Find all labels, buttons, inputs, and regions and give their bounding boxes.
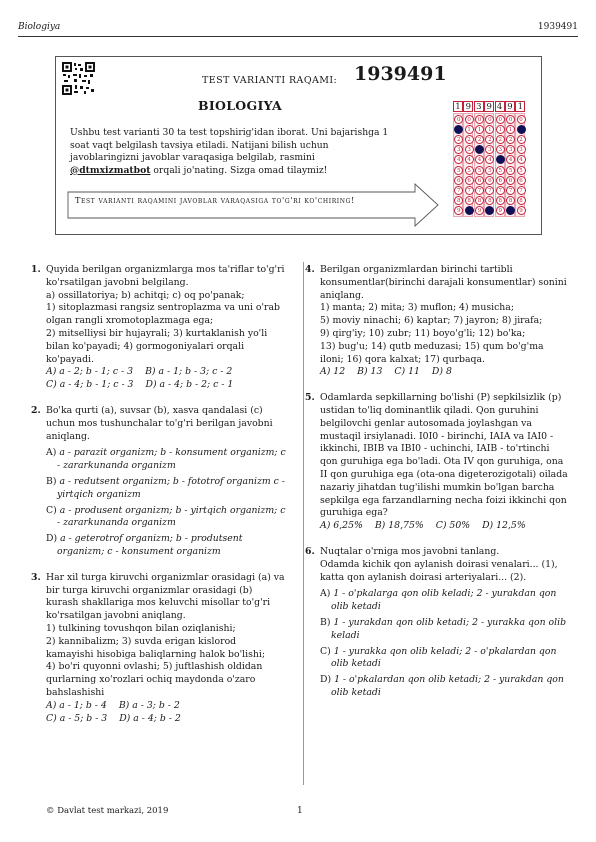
answer-option-d[interactable]: D) a - 4; b - 2 — [119, 712, 181, 724]
bubble-mark[interactable]: 0 — [506, 115, 515, 124]
question-number: 3. — [31, 571, 41, 583]
answer-option-a[interactable]: A) 12 — [320, 366, 346, 378]
bubble-mark[interactable]: 3 — [517, 145, 526, 154]
question-4 — [305, 264, 568, 379]
answer-options-row — [46, 713, 286, 726]
bubble-mark[interactable]: 7 — [485, 186, 494, 195]
option-text: 1 - o'pkalardan qon olib ketadi; 2 - yurakdan qon olib ketadi — [331, 674, 564, 698]
option-text: a - redutsent organizm; b - fototrof organizm c - yirtqich organizm — [57, 475, 285, 500]
right-column — [305, 264, 568, 713]
bubble-mark[interactable]: 9 — [506, 206, 515, 215]
question-number: 2. — [31, 404, 41, 416]
question-2 — [31, 404, 286, 559]
answer-option-a[interactable]: A) a - 1; b - 4 — [46, 699, 107, 711]
bubble-mark[interactable]: 3 — [506, 145, 515, 154]
answer-options-row — [46, 700, 286, 713]
column-divider — [303, 262, 304, 785]
option-letter: D) — [46, 533, 58, 545]
variant-label: TEST VARIANTI RAQAMI: — [202, 75, 338, 86]
running-head-variant: 1939491 — [537, 22, 578, 32]
question-line: a) ossillatoriya; b) achitqi; c) oq po'panak; — [46, 289, 245, 301]
answer-option-b[interactable] — [320, 617, 568, 643]
bubble-mark[interactable]: 8 — [517, 196, 526, 205]
variant-bubble-grid — [453, 101, 526, 231]
option-text: 1 - yurakka qon olib keladi; 2 - o'pkalardan qon olib ketadi — [331, 645, 557, 670]
bubble-mark[interactable]: 2 — [517, 135, 526, 144]
answer-option-d[interactable]: D) 12,5% — [482, 520, 526, 532]
bubble-mark[interactable]: 1 — [506, 125, 515, 134]
bubble-mark[interactable]: 8 — [454, 196, 463, 205]
bubble-grid-column — [505, 113, 515, 217]
question-line: 1) sitoplazmasi rangsiz sentroplazma va uni o'rab olgan rangli xromotoplazmaga ega; — [46, 302, 280, 327]
bubble-mark[interactable]: 2 — [485, 135, 494, 144]
bubble-mark[interactable]: 6 — [454, 176, 463, 185]
bubble-mark[interactable]: 0 — [517, 115, 526, 124]
bubble-grid-digit: 9 — [505, 101, 515, 112]
question-line: 5) moviy ninachi; 6) kaptar; 7) jayron; 8) jirafa; — [320, 315, 543, 327]
bubble-mark[interactable]: 5 — [454, 166, 463, 175]
answer-options — [320, 588, 568, 699]
option-letter: C) — [320, 645, 331, 657]
answer-options-row — [320, 520, 568, 533]
answer-options-row — [320, 366, 568, 379]
answer-option-a[interactable]: A) 6,25% — [320, 520, 363, 532]
bubble-mark[interactable]: 2 — [454, 135, 463, 144]
bubble-mark[interactable]: 0 — [454, 115, 463, 124]
running-head-subject: Biologiya — [18, 22, 61, 32]
bubble-mark[interactable]: 4 — [454, 155, 463, 164]
answer-option-c[interactable]: C) a - 4; b - 1; c - 3 — [46, 379, 134, 391]
bubble-mark[interactable]: 4 — [496, 155, 505, 164]
bubble-mark[interactable]: 9 — [465, 206, 474, 215]
question-number: 4. — [305, 264, 315, 275]
intro-text — [70, 127, 390, 177]
bubble-mark[interactable]: 5 — [506, 166, 515, 175]
running-head — [18, 22, 578, 36]
bubble-mark[interactable]: 9 — [475, 206, 484, 215]
bubble-grid-digit: 1 — [453, 101, 463, 112]
bubble-grid-column — [515, 113, 525, 217]
bubble-mark[interactable]: 7 — [496, 186, 505, 195]
question-line: 2) kannibalizm; 3) suvda erigan kislorod kamayishi hisobiga baliqlarning halok bo'lishi; — [46, 635, 265, 660]
bubble-mark[interactable]: 0 — [496, 115, 505, 124]
telegram-bot-handle: @dtmxizmatbot — [70, 164, 151, 176]
bubble-mark[interactable]: 2 — [496, 135, 505, 144]
answer-option-b[interactable]: B) 18,75% — [374, 520, 424, 532]
option-letter: C) — [46, 504, 57, 516]
bubble-mark[interactable]: 0 — [485, 115, 494, 124]
page-number: 1 — [297, 806, 303, 816]
arrow-instruction-text: Test varianti raqamini javoblar varaqasiga to'g'ri ko'chiring! — [75, 195, 355, 205]
question-line: Odamda kichik qon aylanish doirasi venalari... (1), katta qon aylanish doirasi arteriyalari... (2). — [320, 558, 558, 583]
bubble-grid-digit: 3 — [474, 101, 484, 112]
bubble-grid-digit: 9 — [463, 101, 473, 112]
arrow-shape-icon — [67, 183, 439, 227]
option-text: 1 - yurakdan qon olib ketadi; 2 - yurakka qon olib keladi — [331, 616, 567, 641]
bubble-mark[interactable]: 0 — [465, 115, 474, 124]
qr-code-icon — [62, 62, 95, 95]
question-stem: Berilgan organizmlardan birinchi tartibli konsumentlar(birinchi darajali konsumentlar) sonini aniqlang. — [320, 264, 567, 301]
bubble-mark[interactable]: 8 — [485, 196, 494, 205]
bubble-mark[interactable]: 7 — [475, 186, 484, 195]
bubble-grid-column — [453, 113, 463, 217]
answer-option-d[interactable] — [320, 674, 568, 700]
bubble-mark[interactable]: 2 — [475, 135, 484, 144]
bubble-grid-column — [474, 113, 484, 217]
bubble-mark[interactable]: 1 — [517, 125, 526, 134]
header-rule — [18, 36, 578, 37]
answer-option-b[interactable]: B) 13 — [357, 366, 383, 378]
question-number: 6. — [305, 545, 315, 557]
bubble-mark[interactable]: 8 — [496, 196, 505, 205]
bubble-mark[interactable]: 1 — [496, 125, 505, 134]
question-line: 2) mitselliysi bir hujayrali; 3) kurtaklanish yo'li bilan ko'payadi; 4) gormogoniyalari orqali ko'payadi. — [46, 327, 268, 365]
question-number: 5. — [305, 392, 315, 404]
bubble-mark[interactable]: 9 — [485, 206, 494, 215]
bubble-mark[interactable]: 4 — [506, 155, 515, 164]
answer-option-c[interactable]: C) 50% — [435, 520, 471, 532]
option-text: a - produsent organizm; b - yirtqich organizm; c - zararkunanda organizm — [57, 504, 286, 529]
question-stem: Quyida berilgan organizmlarga mos ta'riflar to'g'ri ko'rsatilgan javobni belgilang. — [46, 264, 285, 288]
bubble-mark[interactable]: 6 — [517, 176, 526, 185]
bubble-mark[interactable]: 4 — [517, 155, 526, 164]
bubble-grid-column — [484, 113, 494, 217]
question-line: 1) manta; 2) mita; 3) muflon; 4) musicha; — [320, 302, 514, 314]
bubble-mark[interactable]: 1 — [454, 125, 463, 134]
option-text: a - parazit organizm; b - konsument organizm; c - zararkunanda organizm — [57, 447, 286, 472]
bubble-mark[interactable]: 7 — [517, 186, 526, 195]
bubble-mark[interactable]: 1 — [475, 125, 484, 134]
bubble-grid-header — [453, 101, 526, 112]
bubble-mark[interactable]: 9 — [517, 206, 526, 215]
intro-text-before: Ushbu test varianti 30 ta test topshirig'idan iborat. Uni bajarishga 1 soat vaqt belgilash tavsiya etiladi. Natijani bilish uchun javoblaringizni javoblar varaqasiga belgilab, rasmini — [70, 127, 389, 164]
bubble-mark[interactable]: 6 — [496, 176, 505, 185]
option-text: 1 - o'pkalarga qon olib keladi; 2 - yurakdan qon olib ketadi — [331, 588, 557, 613]
instruction-arrow — [67, 183, 439, 227]
bubble-mark[interactable]: 0 — [475, 115, 484, 124]
question-line: 4) bo'ri quyonni ovlashi; 5) juftlashish oldidan qurlarning xo'rozlari ochiq maydonda o'zaro bahslashishi — [46, 661, 263, 698]
question-line: 9) qirg'iy; 10) zubr; 11) boyo'g'li; 12) bo'ka; — [320, 327, 526, 339]
bubble-grid-digit: 4 — [495, 101, 505, 112]
page-footer — [46, 806, 550, 820]
answer-option-d[interactable] — [46, 533, 286, 559]
bubble-grid-columns — [453, 113, 526, 217]
bubble-mark[interactable]: 4 — [485, 155, 494, 164]
option-letter: A) — [46, 447, 57, 459]
question-1 — [31, 264, 286, 392]
bubble-mark[interactable]: 1 — [485, 125, 494, 134]
option-letter: B) — [46, 475, 57, 487]
bubble-mark[interactable]: 8 — [506, 196, 515, 205]
bubble-mark[interactable]: 3 — [496, 145, 505, 154]
question-number: 1. — [31, 264, 41, 275]
bubble-mark[interactable]: 3 — [465, 145, 474, 154]
answer-option-a[interactable] — [320, 588, 568, 614]
answer-option-c[interactable] — [46, 505, 286, 531]
bubble-grid-digit: 9 — [484, 101, 494, 112]
bubble-grid-column — [495, 113, 505, 217]
bubble-mark[interactable]: 7 — [454, 186, 463, 195]
subject-title: BIOLOGIYA — [198, 98, 283, 113]
variant-box — [55, 56, 542, 235]
bubble-grid-column — [463, 113, 473, 217]
question-5 — [305, 392, 568, 533]
variant-number: 1939491 — [354, 63, 447, 85]
bubble-mark[interactable]: 5 — [485, 166, 494, 175]
bubble-mark[interactable]: 8 — [475, 196, 484, 205]
question-line: 1) tulkining tovushqon bilan oziqlanishi; — [46, 622, 236, 634]
answer-option-a[interactable]: A) a - 2; b - 1; c - 3 — [46, 366, 134, 378]
answer-option-b[interactable]: B) a - 3; b - 2 — [118, 699, 180, 711]
intro-text-after: orqali jo'nating. Sizga omad tilaymiz! — [150, 164, 328, 176]
bubble-mark[interactable]: 3 — [475, 145, 484, 154]
bubble-grid-digit: 1 — [515, 101, 525, 112]
option-letter: B) — [320, 616, 331, 628]
option-letter: D) — [320, 674, 332, 686]
answer-option-d[interactable]: D) a - 4; b - 2; c - 1 — [145, 379, 234, 391]
bubble-mark[interactable]: 6 — [465, 176, 474, 185]
question-line: 13) bug'u; 14) qutb meduzasi; 15) qum bo'g'ma iloni; 16) qora kalxat; 17) qurbaqa. — [320, 340, 544, 365]
answer-option-d[interactable]: D) 8 — [431, 366, 452, 378]
question-stem: Bo'ka qurti (a), suvsar (b), xasva qandalasi (c) uchun mos tushunchalar to'g'ri berilgan javobni aniqlang. — [46, 404, 273, 442]
bubble-mark[interactable]: 2 — [465, 135, 474, 144]
bubble-mark[interactable]: 3 — [454, 145, 463, 154]
answer-option-c[interactable]: C) a - 5; b - 3 — [46, 712, 108, 724]
footer-copyright: © Davlat test markazi, 2019 — [46, 806, 169, 816]
bubble-mark[interactable]: 6 — [475, 176, 484, 185]
bubble-mark[interactable]: 9 — [454, 206, 463, 215]
answer-options-row — [46, 366, 286, 379]
bubble-mark[interactable]: 2 — [506, 135, 515, 144]
answer-option-c[interactable] — [320, 646, 568, 672]
bubble-mark[interactable]: 6 — [506, 176, 515, 185]
bubble-mark[interactable]: 6 — [485, 176, 494, 185]
question-stem: Odamlarda sepkillarning bo'lishi (P) sepkilsizlik (p) ustidan to'liq dominantlik qiladi. Qon guruhini belgilovchi genlar autosomada joylashgan va mustaqil irsiylanadi. I0I0 - birinchi, IAIA va IAI0 - ikkinchi, IBIB va IBI0 - uchinchi, IAIB - to'rtinchi qon guruhiga ega bo'ladi. Ota IV qon guruhiga, ona II qon guruhiga ega (ota-ona digeterozigotali) oilada nazariy jihatdan tug'ilishi mumkin bo'lgan barcha sepkilga ega farzandlarning necha foizi ikkinchi qon guruhiga ega? — [320, 392, 568, 519]
bubble-mark[interactable]: 5 — [475, 166, 484, 175]
bubble-mark[interactable]: 3 — [485, 145, 494, 154]
bubble-mark[interactable]: 4 — [475, 155, 484, 164]
question-6 — [305, 545, 568, 700]
left-column — [31, 264, 286, 738]
answer-options — [46, 447, 286, 558]
answer-options-row — [46, 379, 286, 392]
answer-option-b[interactable] — [46, 476, 286, 502]
answer-option-a[interactable] — [46, 447, 286, 473]
option-text: a - geterotrof organizm; b - produtsent organizm; c - konsument organizm — [57, 533, 243, 557]
question-stem: Nuqtalar o'rniga mos javobni tanlang. — [320, 545, 500, 557]
bubble-mark[interactable]: 7 — [465, 186, 474, 195]
option-letter: A) — [320, 588, 331, 600]
bubble-mark[interactable]: 7 — [506, 186, 515, 195]
answer-option-c[interactable]: C) 11 — [394, 366, 420, 378]
answer-option-b[interactable]: B) a - 1; b - 3; c - 2 — [145, 366, 233, 378]
bubble-mark[interactable]: 1 — [465, 125, 474, 134]
question-3 — [31, 571, 286, 726]
bubble-mark[interactable]: 8 — [465, 196, 474, 205]
bubble-mark[interactable]: 5 — [517, 166, 526, 175]
bubble-mark[interactable]: 5 — [465, 166, 474, 175]
bubble-mark[interactable]: 5 — [496, 166, 505, 175]
bubble-mark[interactable]: 9 — [496, 206, 505, 215]
bubble-mark[interactable]: 4 — [465, 155, 474, 164]
question-stem: Har xil turga kiruvchi organizmlar orasidagi (a) va bir turga kiruvchi organizmlar orasidagi (b) kurash shakllariga mos keluvchi misollar to'g'ri ko'rsatilgan javobni aniqlang. — [46, 571, 285, 622]
